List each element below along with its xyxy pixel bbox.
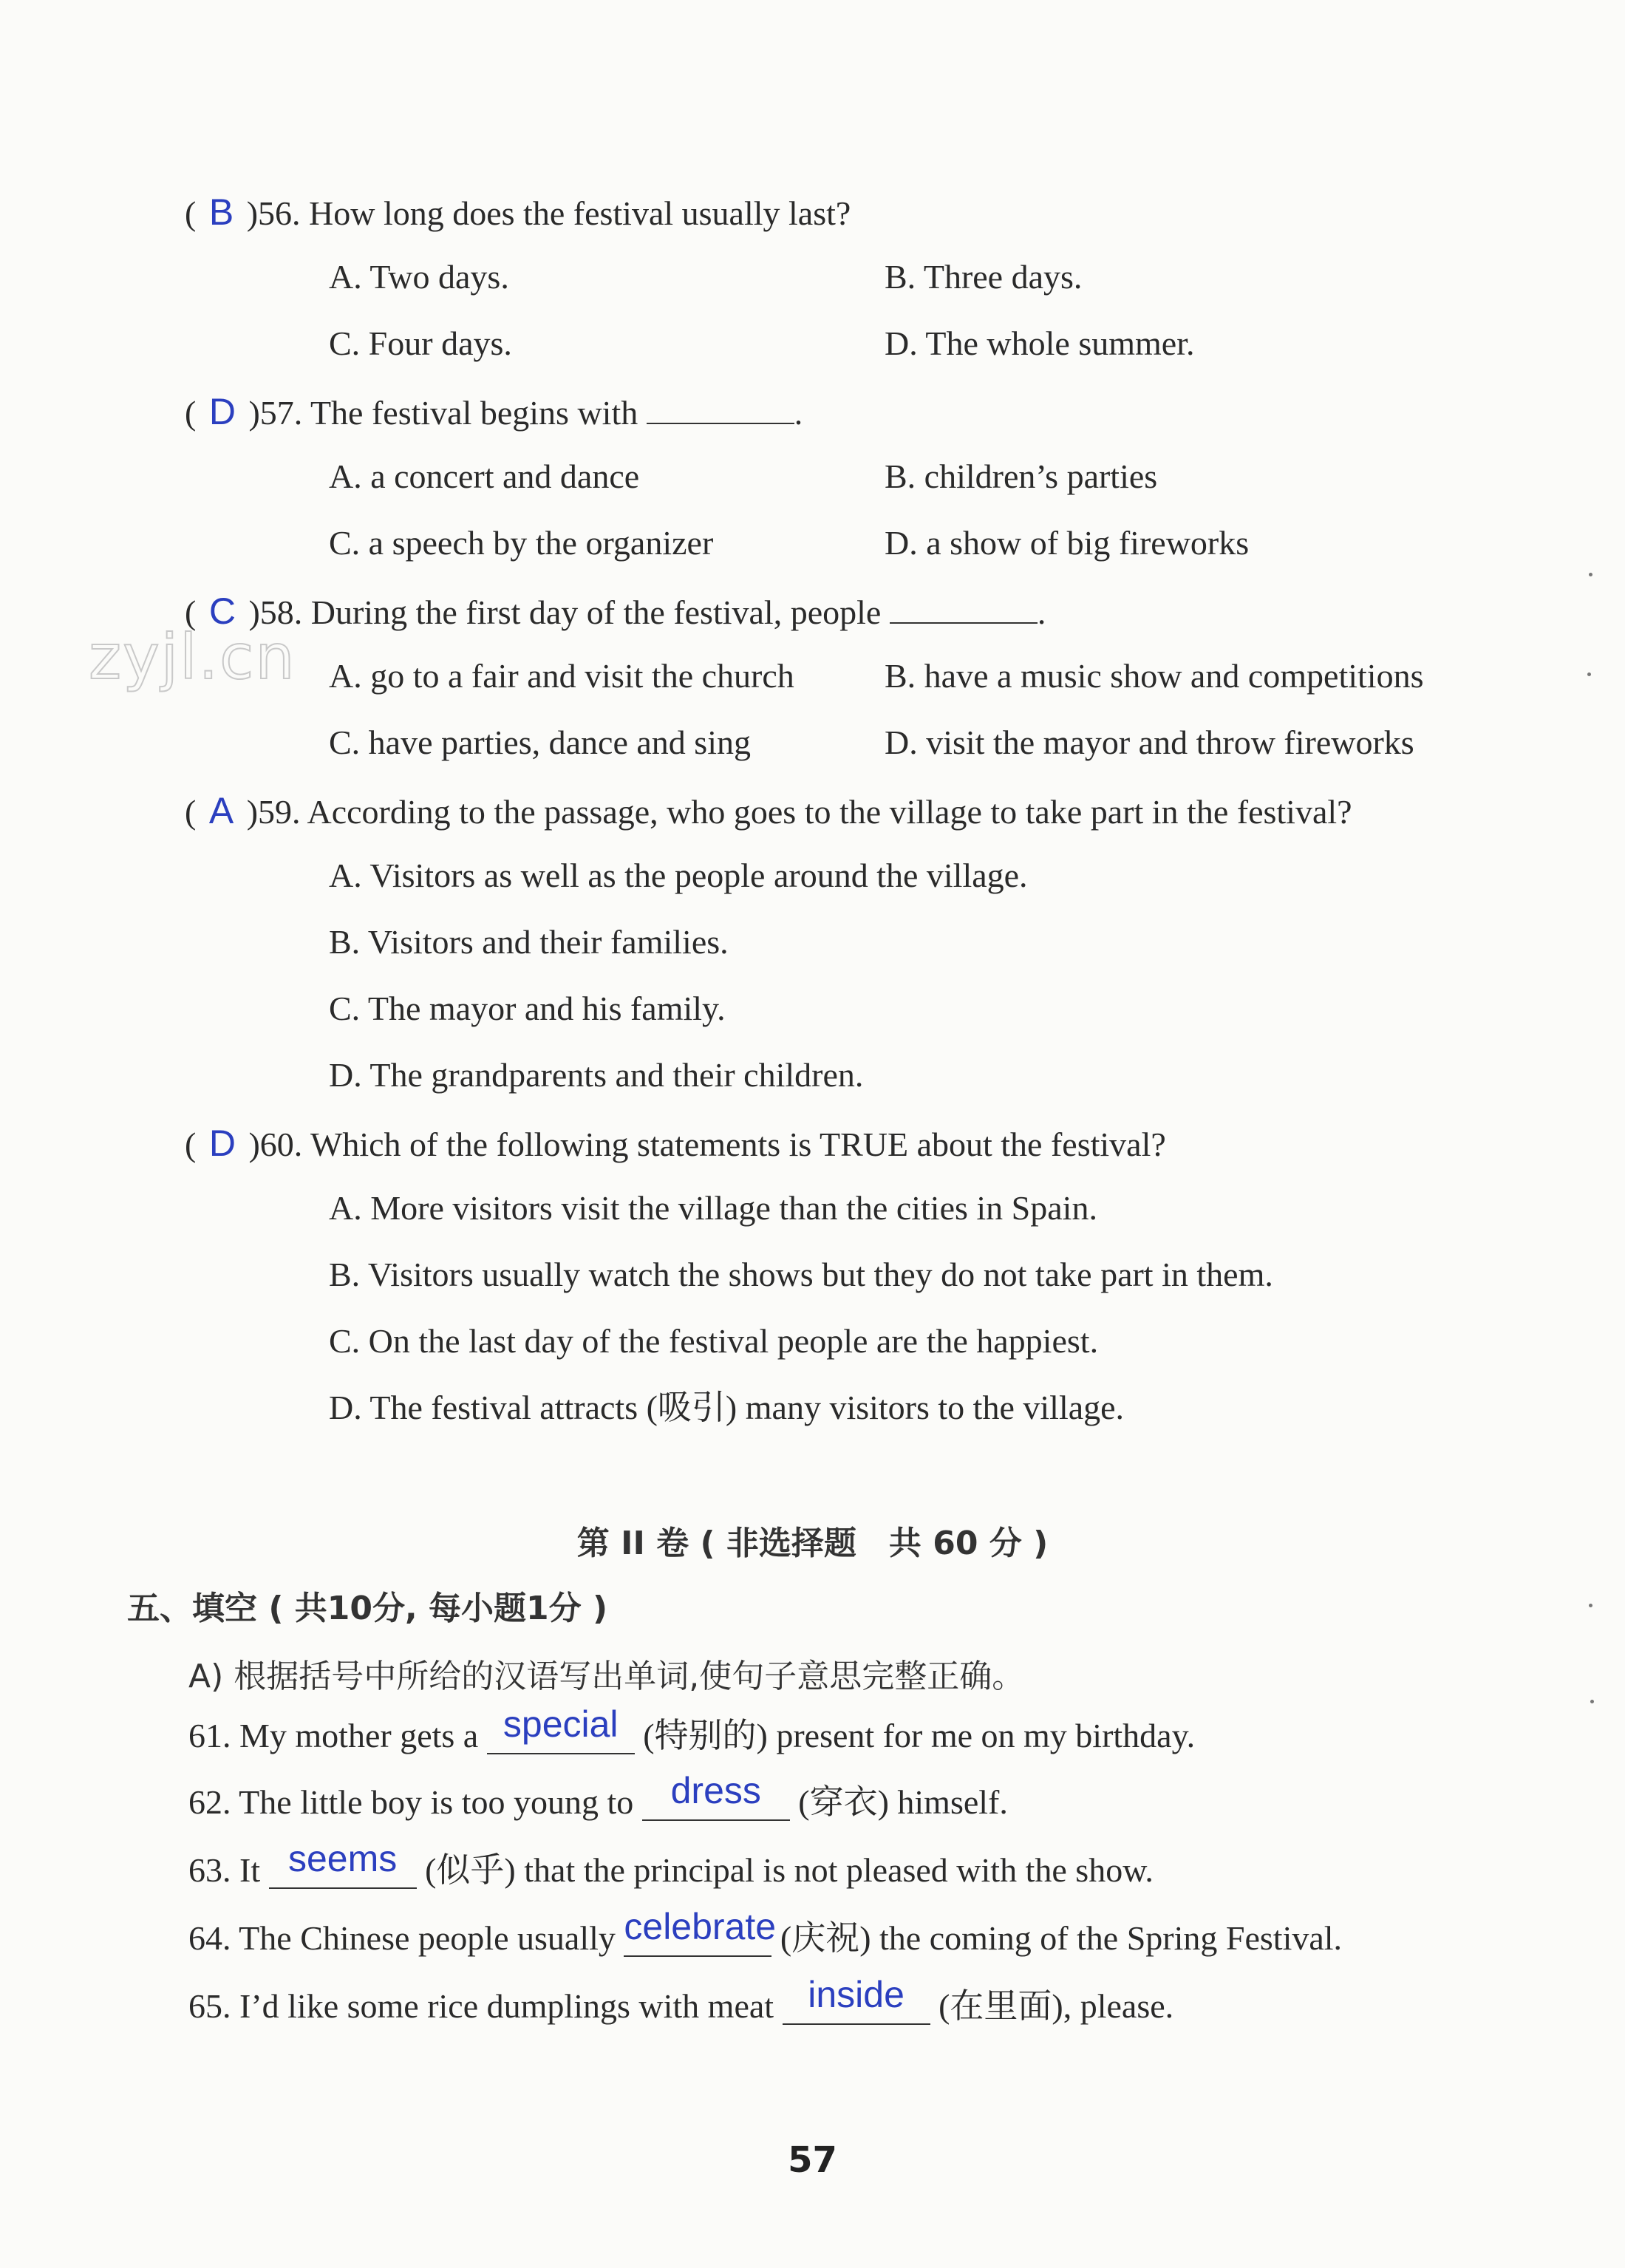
question-59: ( A )59. According to the passage, who goes to the village to take part in the festival? [185,790,1352,831]
answer-blank [890,593,1038,624]
page-number: 57 [788,2139,837,2181]
item-before: The Chinese people usually [239,1919,616,1957]
option-60-b: B. Visitors usually watch the shows but they do not take part in them. [329,1256,1273,1293]
question-stem: During the first day of the festival, people [310,593,882,631]
question-56: ( B )56. How long does the festival usually last? [185,191,851,233]
fill-answer-62: dress [670,1770,761,1811]
answer-58: C [208,590,236,632]
fill-item-65 [188,1974,1174,2025]
item-before: I’d like some rice dumplings with meat [239,1987,774,2025]
scan-dot [1590,1700,1594,1703]
fill-blank-63 [269,1838,417,1889]
question-stem: The festival begins with [310,394,638,432]
fill-item-63 [188,1838,1154,1889]
answer-57: D [208,391,236,432]
option-59-b: B. Visitors and their families. [329,923,729,961]
question-57: ( D )57. The festival begins with . [185,391,803,432]
question-number: 59. [258,793,301,831]
option-56-b: B. Three days. [885,258,1083,296]
fill-blank-65 [783,1974,930,2025]
option-56-a: A. Two days. [329,258,509,296]
question-number: 56. [258,194,301,232]
question-stem: Which of the following statements is TRUE about the festival? [310,1126,1166,1163]
question-stem: According to the passage, who goes to the village to take part in the festival? [307,793,1352,831]
item-number: 62. [188,1783,231,1821]
question-number: 60. [259,1126,303,1163]
option-60-c: C. On the last day of the festival people are the happiest. [329,1322,1099,1360]
question-58: ( C )58. During the first day of the festival, people . [185,590,1046,632]
item-after: (穿衣) himself. [798,1783,1008,1821]
option-58-b: B. have a music show and competitions [885,657,1424,695]
option-60-d: D. The festival attracts (吸引) many visitors to the village. [329,1389,1125,1426]
section5-instruction: A) 根据括号中所给的汉语写出单词,使句子意思完整正确。 [188,1658,1025,1695]
part2-title: 第 II 卷 ( 非选择题 共 60 分 ) [576,1525,1049,1562]
option-58-a: A. go to a fair and visit the church [329,657,794,695]
item-number: 65. [188,1987,231,2025]
answer-60: D [208,1123,236,1164]
fill-blank-62 [642,1770,790,1821]
fill-blank-64 [624,1906,777,1957]
option-57-d: D. a show of big fireworks [885,524,1250,562]
item-before: My mother gets a [239,1717,479,1754]
option-59-a: A. Visitors as well as the people around the village. [329,857,1028,894]
fill-answer-63: seems [287,1838,398,1879]
fill-item-61 [188,1703,1196,1754]
item-number: 63. [188,1851,231,1889]
option-56-d: D. The whole summer. [885,324,1195,362]
item-after: (庆祝) the coming of the Spring Festival. [780,1919,1343,1957]
question-stem: How long does the festival usually last? [309,194,851,232]
answer-blank [647,393,794,424]
fill-blank-61 [487,1703,635,1754]
option-59-c: C. The mayor and his family. [329,990,726,1027]
scan-dot [1587,672,1591,676]
fill-item-62 [188,1770,1008,1821]
option-58-c: C. have parties, dance and sing [329,723,751,761]
item-before: It [239,1851,261,1889]
question-60: ( D )60. Which of the following statements is TRUE about the festival? [185,1123,1166,1164]
item-number: 61. [188,1717,231,1754]
section5-title: 五、填空 ( 共10分, 每小题1分 ) [127,1590,608,1627]
fill-answer-64: celebrate [624,1906,777,1947]
option-60-a: A. More visitors visit the village than the cities in Spain. [329,1189,1097,1227]
question-number: 57. [259,394,303,432]
answer-56: B [208,191,234,233]
option-56-c: C. Four days. [329,324,512,362]
option-57-a: A. a concert and dance [329,457,640,495]
option-57-b: B. children’s parties [885,457,1158,495]
fill-answer-61: special [503,1703,619,1745]
option-58-d: D. visit the mayor and throw fireworks [885,723,1414,761]
fill-item-64 [188,1906,1343,1957]
item-after: (似乎) that the principal is not pleased with the show. [425,1851,1154,1889]
item-after: (在里面), please. [938,1987,1174,2025]
item-after: (特别的) present for me on my birthday. [643,1717,1196,1754]
scan-dot [1589,1604,1592,1607]
scan-dot [1589,573,1592,576]
option-57-c: C. a speech by the organizer [329,524,714,562]
watermark-logo: zyjl.cn [89,621,296,693]
option-59-d: D. The grandparents and their children. [329,1056,864,1094]
question-number: 58. [259,593,303,631]
answer-59: A [208,790,234,831]
item-before: The little boy is too young to [239,1783,634,1821]
item-number: 64. [188,1919,231,1957]
fill-answer-65: inside [808,1974,905,2015]
